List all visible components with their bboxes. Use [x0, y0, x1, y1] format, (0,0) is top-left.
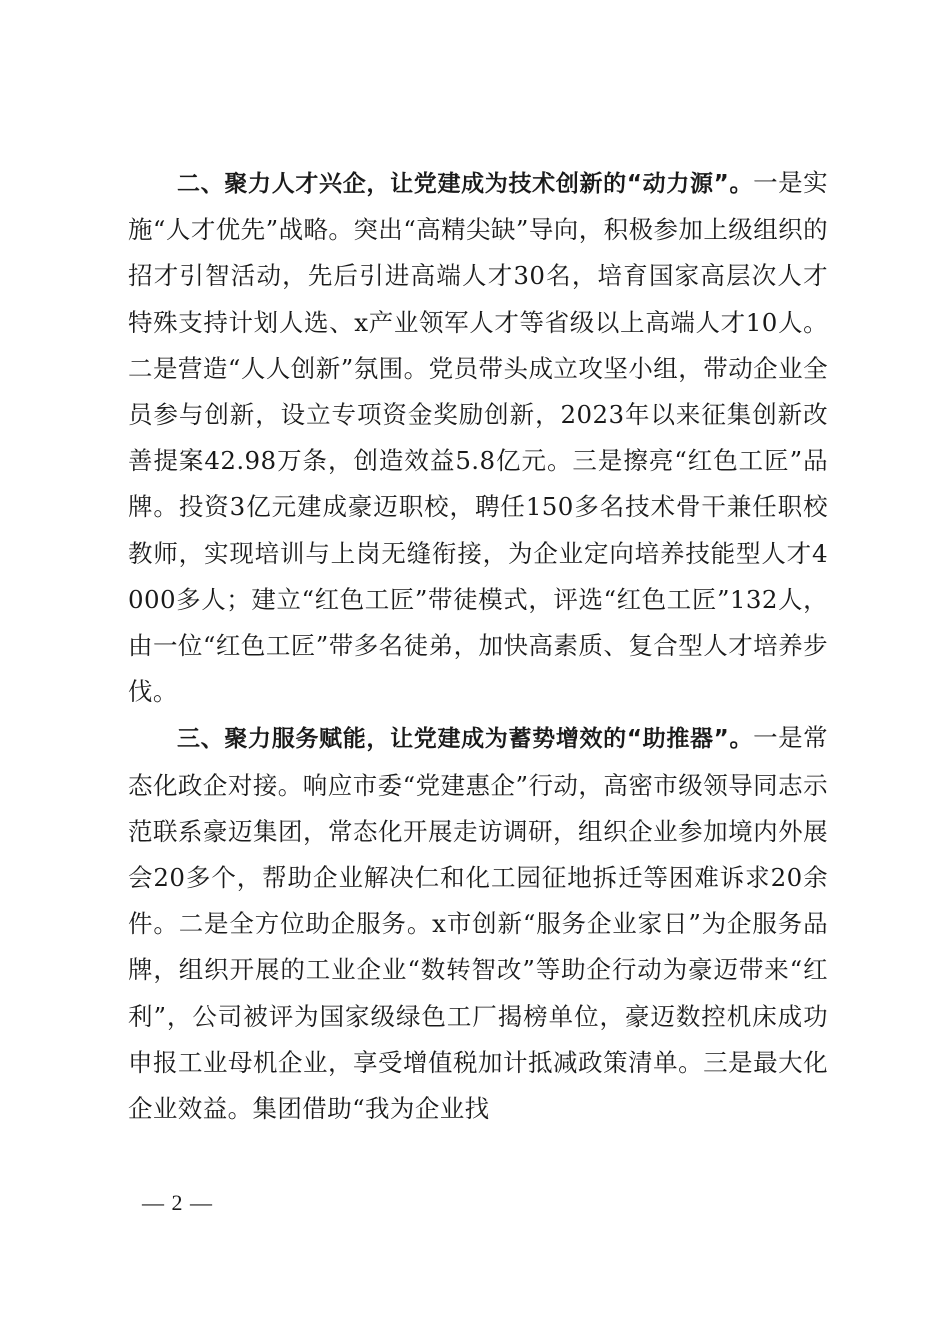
- section-text-talent: 一是实施“人才优先”战略。突出“高精尖缺”导向，积极参加上级组织的招才引智活动，先后引进高端人才30名，培育国家高层次人才特殊支持计划人选、x产业领军人才等省级以上高端人才10人。二是营造“人人创新”氛围。党员带头成立攻坚小组，带动企业全员参与创新，设立专项资金奖励创新，2023年以来征集创新改善提案42.98万条，创造效益5.8亿元。三是擦亮“红色工匠”品牌。投资3亿元建成豪迈职校，聘任150多名技术骨干兼任职校教师，实现培训与上岗无缝衔接，为企业定向培养技能型人才4000多人；建立“红色工匠”带徒模式，评选“红色工匠”132人，由一位“红色工匠”带多名徒弟，加快高素质、复合型人才培养步伐。: [128, 168, 829, 707]
- section-heading-talent: 二、聚力人才兴企，让党建成为技术创新的“动力源”。: [177, 171, 754, 197]
- paragraph-service: [128, 715, 828, 1132]
- document-body: [128, 160, 828, 1132]
- section-text-service: 一是常态化政企对接。响应市委“党建惠企”行动，高密市级领导同志示范联系豪迈集团，常态化开展走访调研，组织企业参加境内外展会20多个，帮助企业解决仁和化工园征地拆迁等困难诉求20余件。二是全方位助企服务。x市创新“服务企业家日”为企服务品牌，组织开展的工业企业“数转智改”等助企行动为豪迈带来“红利”，公司被评为国家级绿色工厂揭榜单位，豪迈数控机床成功申报工业母机企业，享受增值税加计抵减政策清单。三是最大化企业效益。集团借助“我为企业找: [128, 723, 829, 1124]
- paragraph-talent: [128, 160, 828, 715]
- page-number: — 2 —: [142, 1190, 213, 1215]
- section-heading-service: 三、聚力服务赋能，让党建成为蓄势增效的“助推器”。: [177, 726, 754, 753]
